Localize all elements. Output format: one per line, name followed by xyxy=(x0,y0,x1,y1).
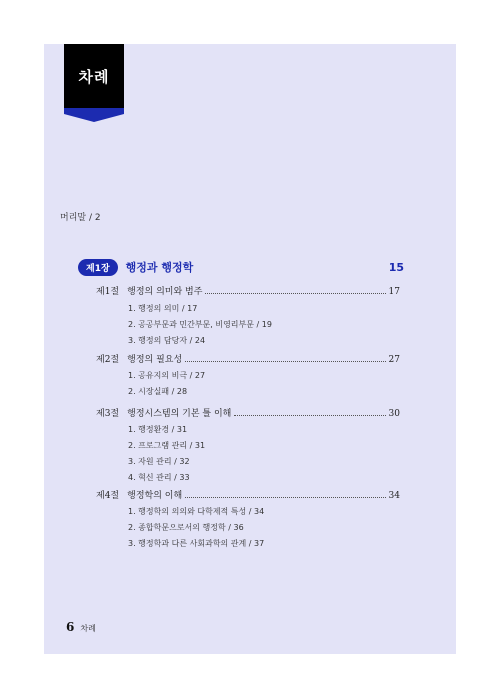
list-item[interactable]: 3. 행정학과 다른 사회과학의 관계 / 37 xyxy=(128,539,265,548)
chapter-entry[interactable] xyxy=(78,258,404,276)
section-page: 30 xyxy=(388,409,400,419)
toc-tab-label: 차례 xyxy=(78,67,110,86)
section-entry[interactable] xyxy=(96,406,400,419)
footer-page-number: 6 xyxy=(66,620,75,634)
section-number: 제2절 xyxy=(96,355,120,365)
section-page: 17 xyxy=(388,287,400,297)
section-title: 행정학의 이해 xyxy=(127,491,183,501)
preface-entry[interactable]: 머리말 / 2 xyxy=(60,213,101,223)
list-item[interactable]: 1. 공유지의 비극 / 27 xyxy=(128,371,206,380)
toc-tab xyxy=(64,44,124,108)
chapter-badge: 제1장 xyxy=(78,259,118,276)
list-item[interactable]: 3. 행정의 담당자 / 24 xyxy=(128,336,206,345)
section-title: 행정의 필요성 xyxy=(127,355,183,365)
section-page: 27 xyxy=(388,355,400,365)
toc-page xyxy=(44,44,456,654)
section-number: 제1절 xyxy=(96,287,120,297)
section-number: 제3절 xyxy=(96,409,120,419)
section-title: 행정의 의미와 범주 xyxy=(127,287,203,297)
footer-label: 차례 xyxy=(80,624,96,633)
list-item[interactable]: 2. 시장실패 / 28 xyxy=(128,387,188,396)
chapter-page: 15 xyxy=(388,260,404,274)
list-item[interactable]: 2. 프로그램 관리 / 31 xyxy=(128,441,206,450)
list-item[interactable]: 1. 행정환경 / 31 xyxy=(128,425,188,434)
tab-arrow xyxy=(64,114,124,122)
list-item[interactable]: 4. 혁신 관리 / 33 xyxy=(128,473,190,482)
section-entry[interactable] xyxy=(96,284,400,297)
section-entry[interactable] xyxy=(96,488,400,501)
dot-leader xyxy=(205,287,385,294)
list-item[interactable]: 3. 자원 관리 / 32 xyxy=(128,457,190,466)
dot-leader xyxy=(234,409,385,416)
list-item[interactable]: 1. 행정의 의미 / 17 xyxy=(128,304,198,313)
list-item[interactable]: 1. 행정학의 의의와 다학제적 특성 / 34 xyxy=(128,507,265,516)
list-item[interactable]: 2. 공공부문과 민간부문, 비영리부문 / 19 xyxy=(128,320,272,329)
dot-leader xyxy=(185,491,385,498)
chapter-title: 행정과 행정학 xyxy=(125,261,194,274)
section-title: 행정시스템의 기본 틀 이해 xyxy=(127,409,232,419)
section-number: 제4절 xyxy=(96,491,120,501)
section-page: 34 xyxy=(388,491,400,501)
page-footer xyxy=(66,620,96,634)
dot-leader xyxy=(185,355,385,362)
section-entry[interactable] xyxy=(96,352,400,365)
list-item[interactable]: 2. 종합학문으로서의 행정학 / 36 xyxy=(128,523,244,532)
